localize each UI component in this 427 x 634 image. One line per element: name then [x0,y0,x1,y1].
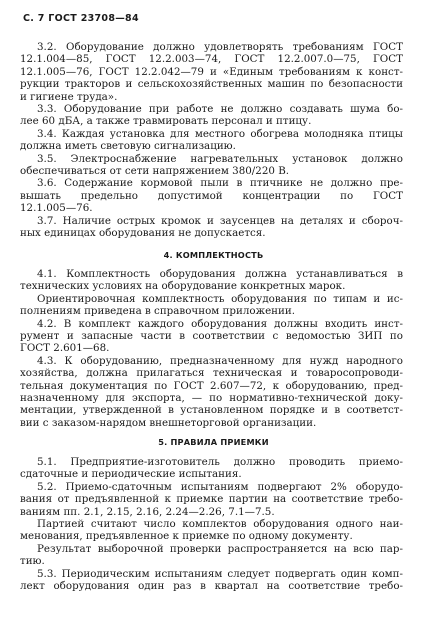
section-3-body [20,41,403,240]
paragraph-5-2-b [20,518,403,543]
text-line: обеспечиваться от сети напряжением 380/220 В. [20,165,290,178]
text-line: вания от предъявленной к приемке партии на соответствие требо- [20,493,403,506]
paragraph-4-3 [20,355,403,429]
text-line: 4.3. К оборудованию, предназначенному для нужд народного [37,354,403,367]
page-header: С. 7 ГОСТ 23708—84 [23,13,139,24]
paragraph-5-3 [20,568,403,593]
paragraph-4-1-b [20,293,403,318]
text-line: ных единицах оборудования не допускается. [20,227,266,240]
text-line: назначенному для экспорта, — по нормативно-технической доку- [20,392,403,405]
text-line: вии с заказом-нарядом внешнеторговой организации. [20,416,317,429]
paragraph-3-7 [20,215,403,240]
text-line: Ориентировочная комплектность оборудования по типам и ис- [37,292,403,305]
text-line: 3.5. Электроснабжение нагревательных установок должно [37,152,403,165]
text-line: 12.1.005—76. [20,202,93,215]
section-4-body [20,268,403,429]
paragraph-3-3 [20,103,403,128]
paragraph-5-2 [20,481,403,518]
text-line: 3.3. Оборудование при работе не должно создавать шума бо- [37,103,403,116]
text-line: Результат выборочной проверки распространяется на всю пар- [37,542,403,555]
text-line: менования, предъявленное к приемке по одному документу. [20,530,353,543]
section-heading-5: 5. ПРАВИЛА ПРИЕМКИ [158,437,269,447]
paragraph-3-5 [20,153,403,178]
text-line: 3.6. Содержание кормовой пыли в птичнике не должно пре- [37,177,403,190]
text-line: должна иметь световую сигнализацию. [20,140,236,153]
text-line: румент и запасные части в соответствии с ведомостью ЗИП по [20,330,403,343]
text-line: лект оборудования один раз в квартал на соответствие требо- [20,580,403,593]
text-line: технических условиях на оборудование конкретных марок. [20,280,346,293]
text-line: вышать предельно допустимой концентрации по ГОСТ [20,189,403,202]
text-line: хозяйства, должна прилагаться техническая и товаросопроводи- [20,367,403,380]
text-line: тию. [20,555,45,568]
text-line: полнениям приведена в справочном приложении. [20,305,296,318]
text-line: и гигиене труда». [20,90,118,103]
section-heading-4: 4. КОМПЛЕКТНОСТЬ [163,250,264,260]
paragraph-4-1 [20,268,403,293]
paragraph-5-1 [20,456,403,481]
text-line: 12.1.004—85, ГОСТ 12.2.003—74, ГОСТ 12.2.007.0—75, ГОСТ [20,53,403,66]
text-line: лее 60 дБА, а также травмировать персонал и птицу. [20,115,312,128]
text-line: 4.1. Комплектность оборудования должна устанавливаться в [37,268,403,280]
text-line: 5.1. Предприятие-изготовитель должно проводить приемо- [37,456,403,468]
text-line: сдаточные и периодические испытания. [20,468,242,481]
text-line: 12.1.005—76, ГОСТ 12.2.042—79 и «Единым требованиям к конст- [20,65,403,78]
text-line: 3.2. Оборудование должно удовлетворять требованиям ГОСТ [37,41,403,53]
text-line: ментации, утвержденной в установленном порядке и в соответст- [20,404,403,417]
text-line: 4.2. В комплект каждого оборудования должны входить инст- [37,317,403,330]
paragraph-3-4 [20,128,403,153]
paragraph-5-2-c [20,543,403,568]
section-5-body [20,456,403,592]
paragraph-4-2 [20,318,403,355]
text-line: 3.7. Наличие острых кромок и заусенцев на деталях и сбороч- [37,214,403,227]
paragraph-3-6 [20,177,403,214]
text-line: рукции тракторов и сельскохозяйственных машин по безопасности [20,78,403,91]
text-line: 3.4. Каждая установка для местного обогрева молодняка птицы [37,127,403,140]
text-line: ваниям пп. 2.1, 2.15, 2.16, 2.24—2.26, 7.1—7.5. [20,505,275,518]
text-line: Партией считают число комплектов оборудования одного наи- [37,518,403,531]
text-line: 5.3. Периодическим испытаниям следует подвергать один комп- [37,567,403,580]
paragraph-3-2 [20,41,403,103]
text-line: ГОСТ 2.601—68. [20,342,110,355]
text-line: 5.2. Приемо-сдаточным испытаниям подвергают 2% оборудо- [37,480,403,493]
text-line: тельная документация по ГОСТ 2.607—72, к оборудованию, пред- [20,379,403,392]
